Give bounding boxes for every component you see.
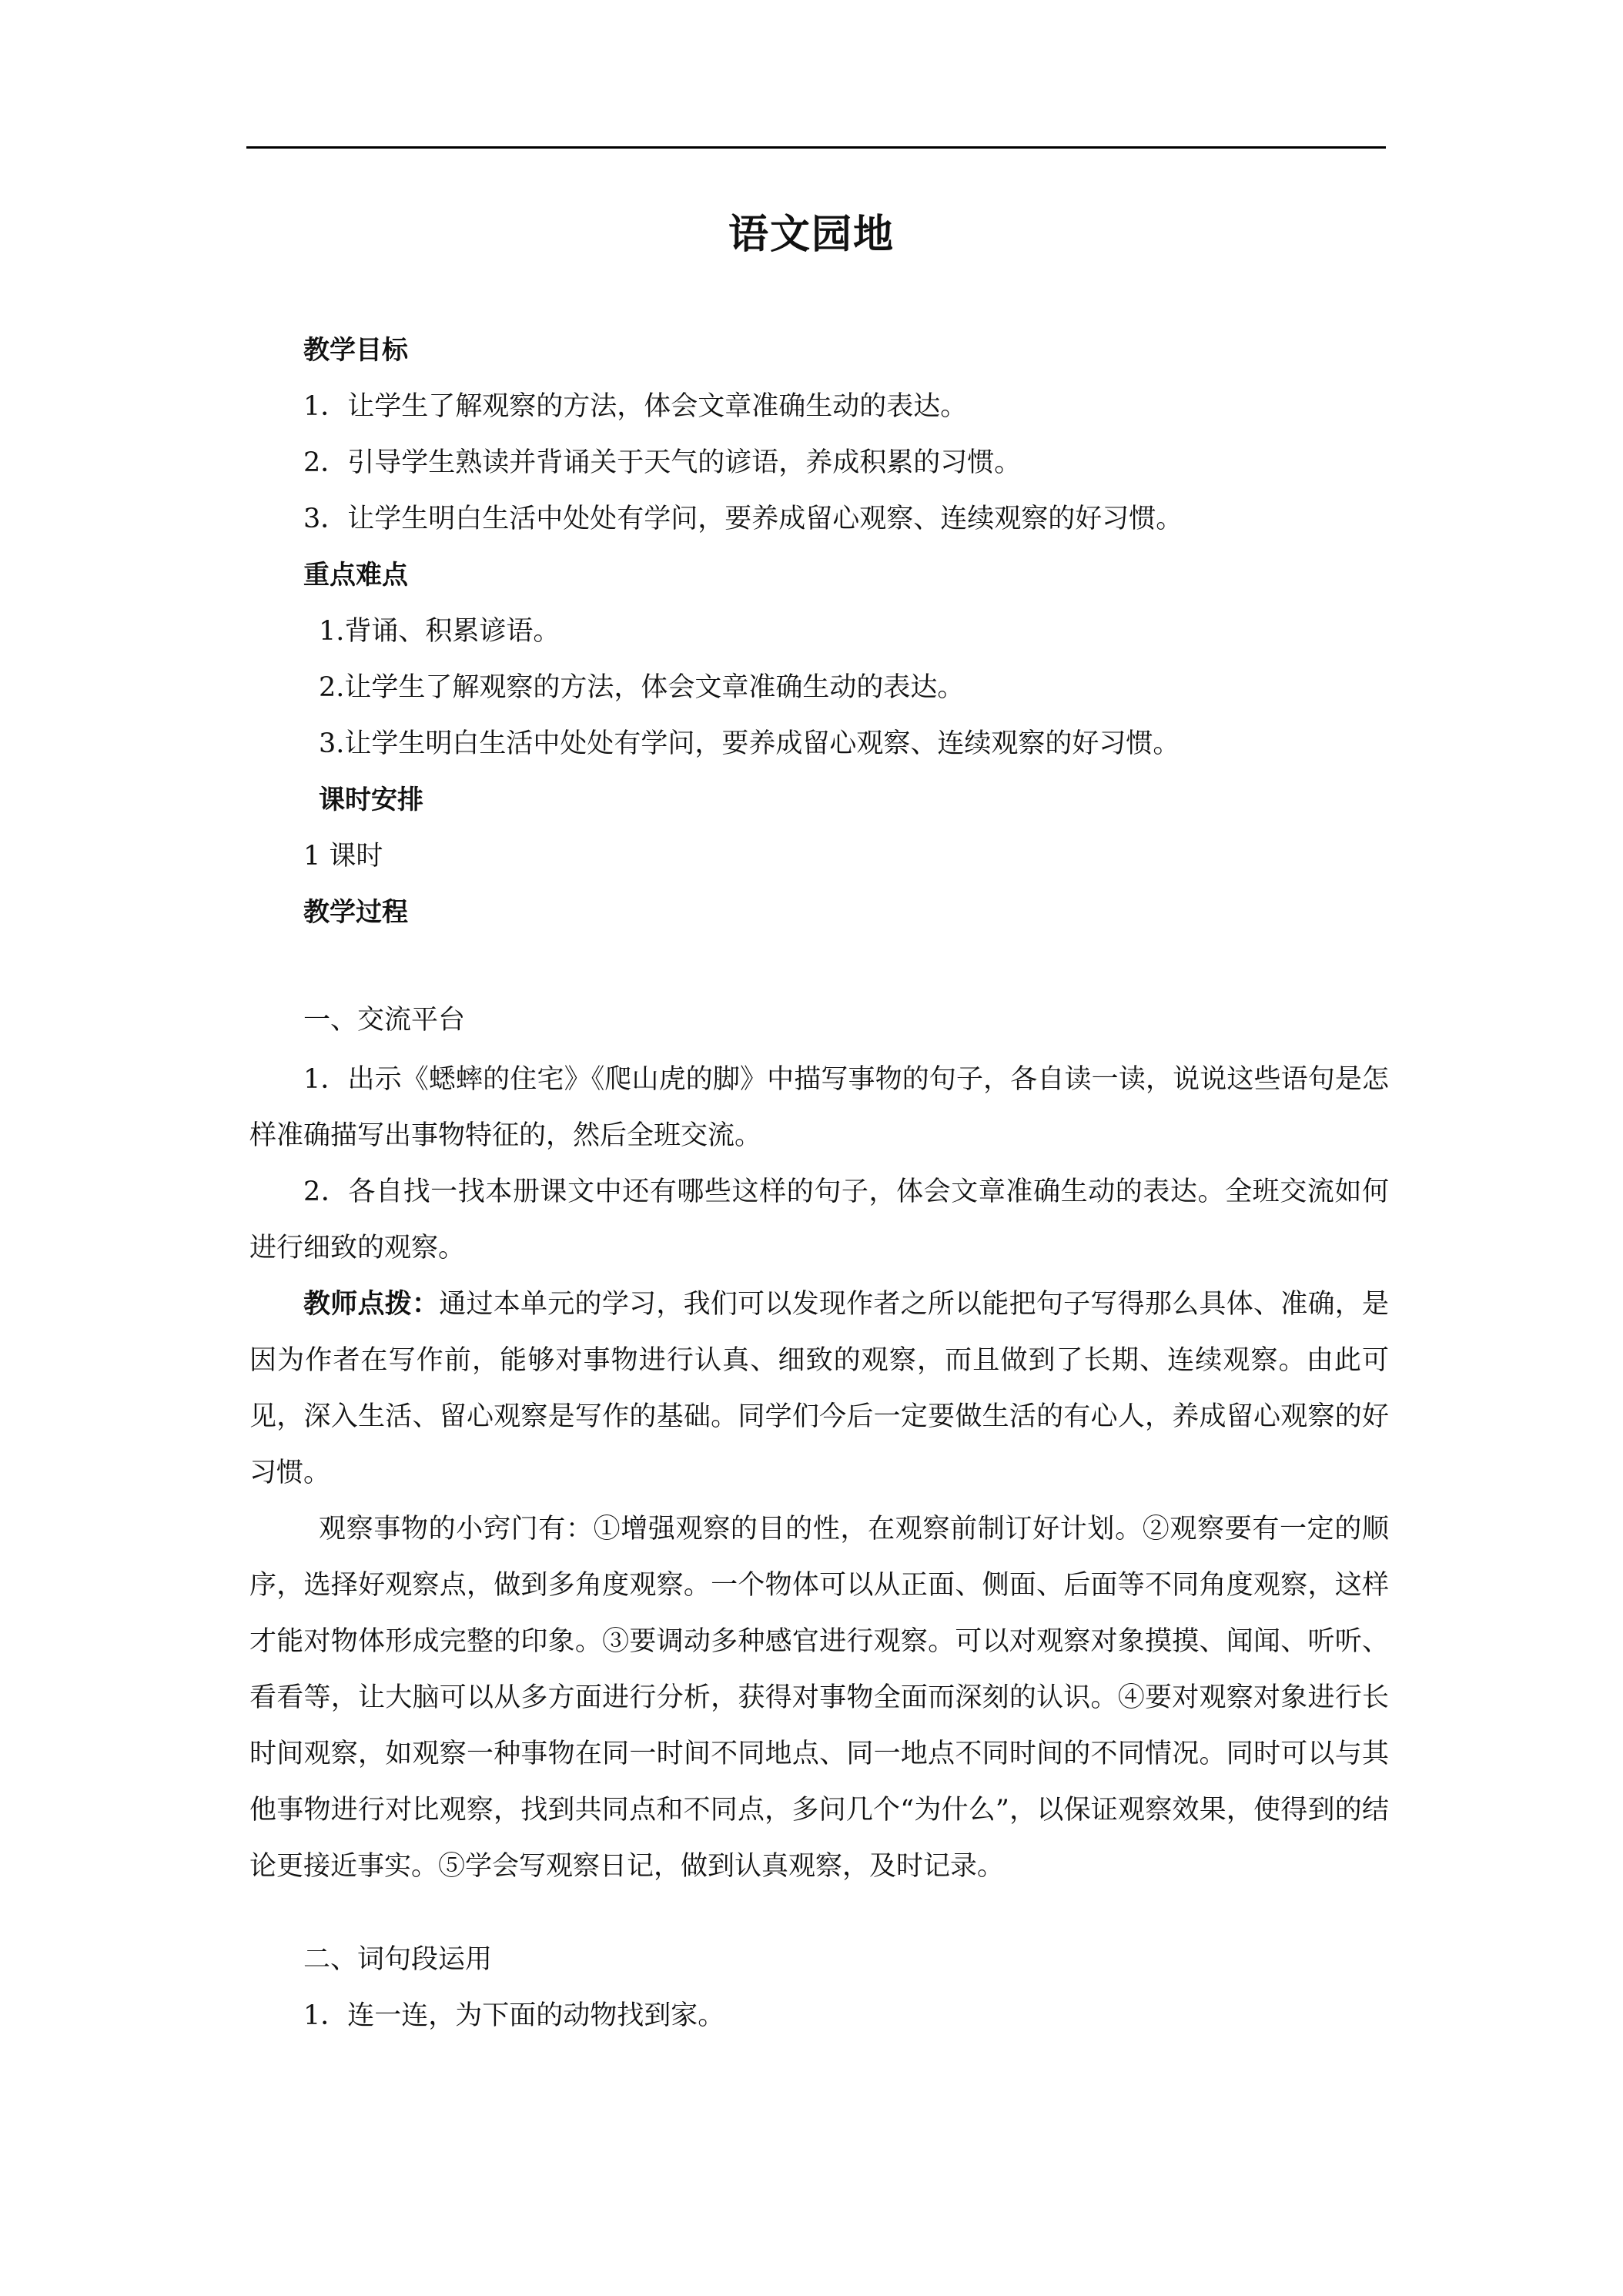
key-point-item-2: 2.让学生了解观察的方法，体会文章准确生动的表达。 — [319, 672, 965, 703]
key-point-item-1: 1.背诵、积累谚语。 — [319, 616, 561, 647]
header-rule — [246, 146, 1386, 149]
key-point-item-3: 3.让学生明白生活中处处有学问，要养成留心观察、连续观察的好习惯。 — [319, 728, 1180, 759]
schedule-value: 1 课时 — [303, 841, 383, 872]
process-heading: 教学过程 — [303, 897, 408, 928]
section1-paragraph-2: 2．各自找一找本册课文中还有哪些这样的句子，体会文章准确生动的表达。全班交流如何进行细致的观察。 — [249, 1176, 1389, 1263]
objectives-heading: 教学目标 — [303, 335, 408, 366]
teacher-tip-paragraph — [249, 1277, 1389, 1501]
teacher-tip-text: 通过本单元的学习，我们可以发现作者之所以能把句子写得那么具体、准确，是因为作者在写作前，能够对事物进行认真、细致的观察，而且做到了长期、连续观察。由此可见，深入生活、留心观察是写作的基础。同学们今后一定要做生活的有心人，养成留心观察的好习惯。 — [249, 1289, 1389, 1488]
section2-item-1: 1．连一连，为下面的动物找到家。 — [303, 2000, 725, 2031]
key-points-heading: 重点难点 — [303, 560, 408, 591]
section2-heading: 二、词句段运用 — [303, 1944, 493, 1975]
objective-item-2: 2．引导学生熟读并背诵关于天气的谚语，养成积累的习惯。 — [303, 447, 1022, 478]
section1-heading: 一、交流平台 — [303, 1005, 466, 1036]
schedule-heading: 课时安排 — [319, 785, 423, 815]
objective-item-3: 3．让学生明白生活中处处有学问，要养成留心观察、连续观察的好习惯。 — [303, 504, 1183, 534]
page-title: 语文园地 — [728, 212, 895, 258]
objective-item-1: 1．让学生了解观察的方法，体会文章准确生动的表达。 — [303, 391, 968, 422]
section1-paragraph-1: 1．出示《蟋蟀的住宅》《爬山虎的脚》中描写事物的句子，各自读一读，说说这些语句是怎样准确描写出事物特征的，然后全班交流。 — [249, 1064, 1389, 1151]
observation-tips-paragraph: 观察事物的小窍门有：①增强观察的目的性，在观察前制订好计划。②观察要有一定的顺序，选择好观察点，做到多角度观察。一个物体可以从正面、侧面、后面等不同角度观察，这样才能对物体形成完整的印象。③要调动多种感官进行观察。可以对观察对象摸摸、闻闻、听听、看看等，让大脑可以从多方面进行分析，获得对事物全面而深刻的认识。④要对观察对象进行长时间观察，如观察一种事物在同一时间不同地点、同一地点不同时间的不同情况。同时可以与其他事物进行对比观察，找到共同点和不同点，多问几个“为什么”，以保证观察效果，使得到的结论更接近事实。⑤学会写观察日记，做到认真观察，及时记录。 — [249, 1514, 1389, 1882]
teacher-tip-label: 教师点拨： — [303, 1289, 440, 1320]
